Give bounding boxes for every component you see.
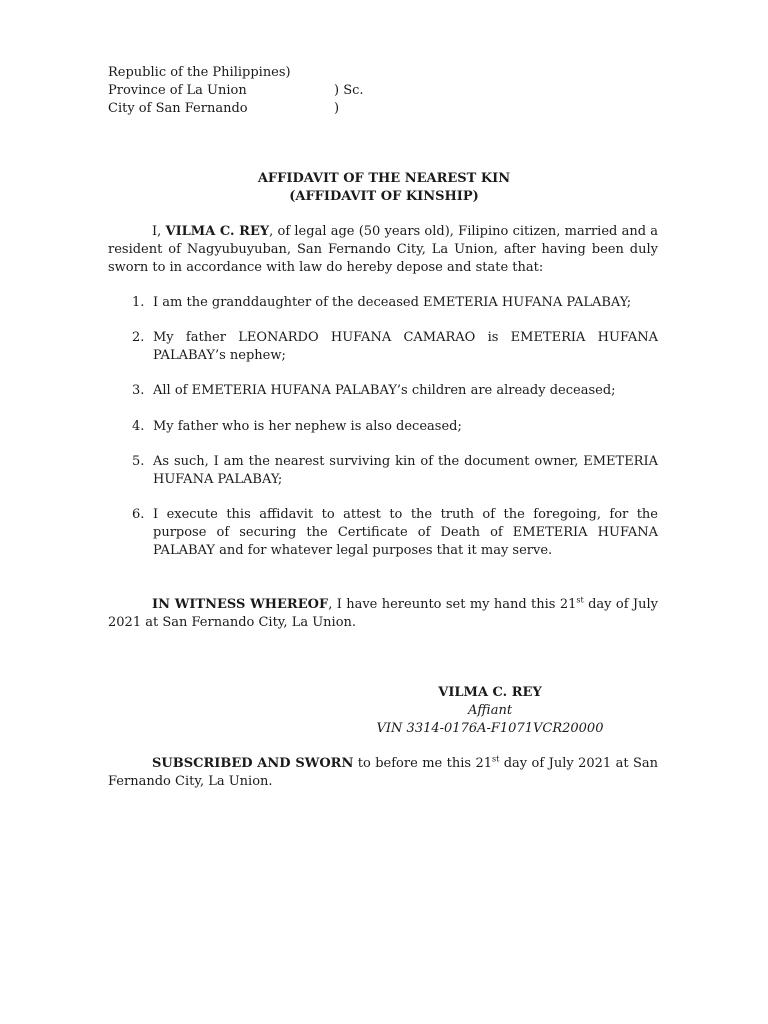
list-number: 6. (132, 507, 145, 522)
list-number: 4. (132, 419, 145, 434)
list-number: 3. (132, 383, 145, 398)
intro-text: , of legal age (50 years old), Filipino citizen, married and a resident of Nagyubuyuban, San Fernando City, La Union, after having been duly sworn to in accordance with law do hereby depose and state that: (108, 224, 658, 275)
venue-line-province (108, 82, 364, 100)
intro-prefix: I, (152, 224, 166, 239)
title-sub: (AFFIDAVIT OF KINSHIP) (289, 189, 479, 204)
list-item (108, 453, 658, 489)
venue-line-city (108, 100, 340, 118)
signature-role: Affiant (467, 703, 513, 718)
list-text: My father who is her nephew is also deceased; (153, 419, 462, 434)
venue-line-republic (108, 64, 291, 82)
venue-republic: Republic of the Philippines) (108, 65, 291, 80)
list-number: 2. (132, 330, 145, 345)
signature-block (340, 684, 640, 738)
venue-block (108, 64, 364, 118)
list-text: I execute this affidavit to attest to the truth of the foregoing, for the purpose of securing the Certificate of Death of EMETERIA HUFANA PALABAY and for whatever legal purposes that it may serve. (153, 507, 658, 558)
witness-lead: IN WITNESS WHEREOF (152, 597, 329, 612)
intro-paragraph (108, 223, 658, 277)
witness-text-2: day of July 2021 at San Fernando City, La Union. (108, 597, 658, 630)
venue-province: Province of La Union (108, 83, 247, 98)
signature-vin: VIN 3314-0176A-F1071VCR20000 (376, 721, 604, 736)
list-text: All of EMETERIA HUFANA PALABAY’s children are already deceased; (153, 383, 616, 398)
list-text: I am the granddaughter of the deceased EMETERIA HUFANA PALABAY; (153, 295, 632, 310)
document-title (0, 170, 768, 206)
venue-sc: ) Sc. (334, 83, 364, 98)
list-item (108, 506, 658, 560)
affiant-name: VILMA C. REY (165, 224, 270, 239)
witness-text-1: , I have hereunto set my hand this 21 (328, 597, 577, 612)
sworn-sup: st (492, 754, 500, 764)
list-item (108, 382, 658, 400)
jurat-paragraph (108, 755, 658, 791)
list-item (108, 329, 658, 365)
list-item (108, 418, 658, 436)
list-text: My father LEONARDO HUFANA CAMARAO is EMETERIA HUFANA PALABAY’s nephew; (153, 330, 658, 363)
list-item (108, 294, 658, 312)
list-text: As such, I am the nearest surviving kin of the document owner, EMETERIA HUFANA PALABAY; (153, 454, 658, 487)
venue-city: City of San Fernando (108, 101, 248, 116)
signature-name: VILMA C. REY (438, 685, 542, 700)
venue-paren: ) (334, 101, 340, 116)
list-number: 5. (132, 454, 145, 469)
witness-paragraph (108, 596, 658, 632)
title-main: AFFIDAVIT OF THE NEAREST KIN (257, 171, 511, 186)
witness-sup: st (576, 595, 584, 605)
list-number: 1. (132, 295, 145, 310)
sworn-lead: SUBSCRIBED AND SWORN (152, 756, 354, 771)
sworn-text-2: day of July 2021 at San Fernando City, La Union. (108, 756, 659, 789)
sworn-text-1: to before me this 21 (353, 756, 492, 771)
